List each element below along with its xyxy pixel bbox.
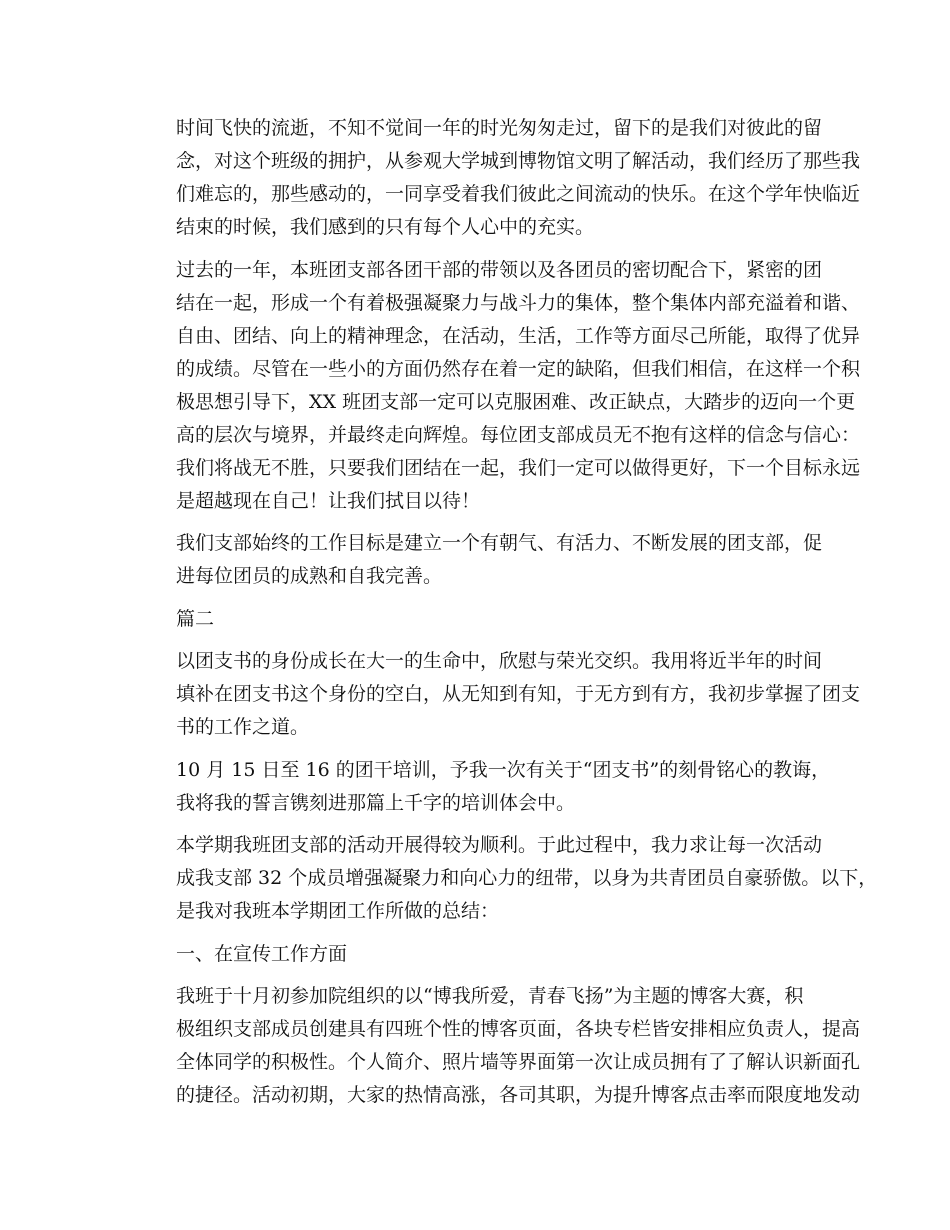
paragraph-6	[138, 829, 878, 928]
text-line: 书的工作之道。	[176, 716, 310, 738]
heading-text: 篇二	[176, 607, 215, 630]
text-line: 我将我的誓言镌刻进那篇上千字的培训体会中。	[176, 791, 576, 814]
text-line: 以团支书的身份成长在大一的生命中，欣慰与荣光交织。我用将近半年的时间	[176, 650, 823, 672]
paragraph-4	[138, 645, 861, 744]
text-line: 本学期我班团支部的活动开展得较为顺利。于此过程中，我力求让每一次活动	[176, 834, 823, 856]
text-line: 我班于十月初参加院组织的以“博我所爱，青春飞扬”为主题的博客大赛，积	[176, 985, 804, 1007]
heading-text: 一、在宣传工作方面	[176, 942, 348, 965]
text-line: 全体同学的积极性。个人简介、照片墙等界面第一次让成员拥有了了解认识新面孔	[176, 1051, 861, 1073]
text-line: 极思想引导下，XX 班团支部一定可以克服困难、改正缺点，大踏步的迈向一个更	[176, 390, 856, 413]
text-line: 是超越现在自己！让我们拭目以待！	[176, 489, 481, 512]
text-line: 结束的时候，我们感到的只有每个人心中的充实。	[176, 216, 595, 238]
text-line: 们难忘的，那些感动的，一同享受着我们彼此之间流动的快乐。在这个学年快临近	[176, 183, 861, 205]
text-line: 10 月 15 日至 16 的团干培训，予我一次有关于“团支书”的刻骨铭心的教诲，	[176, 758, 831, 781]
document-page	[138, 112, 878, 1122]
paragraph-5	[138, 754, 831, 820]
paragraph-3	[138, 527, 823, 593]
text-line: 自由、团结、向上的精神理念，在活动，生活，工作等方面尽己所能，取得了优异	[176, 324, 861, 347]
text-line: 高的层次与境界，并最终走向辉煌。每位团支部成员无不抱有这样的信念与信心：	[176, 423, 861, 446]
section-heading-part-two	[138, 603, 818, 636]
text-line: 结在一起，形成一个有着极强凝聚力与战斗力的集体，整个集体内部充溢着和谐、	[176, 291, 861, 314]
text-line: 是我对我班本学期团工作所做的总结：	[176, 900, 500, 922]
text-line: 进每位团员的成熟和自我完善。	[176, 565, 443, 587]
text-line: 成我支部 32 个成员增强凝聚力和向心力的纽带，以身为共青团员自豪骄傲。以下，	[176, 867, 878, 889]
text-line: 极组织支部成员创建具有四班个性的博客页面，各块专栏皆安排相应负责人，提高	[176, 1018, 861, 1040]
text-line: 我们支部始终的工作目标是建立一个有朝气、有活力、不断发展的团支部，促	[176, 532, 823, 554]
paragraph-1	[138, 112, 861, 244]
text-line: 念，对这个班级的拥护，从参观大学城到博物馆文明了解活动，我们经历了那些我	[176, 150, 861, 172]
paragraph-7	[138, 980, 861, 1112]
paragraph-2	[138, 254, 861, 518]
text-line: 时间飞快的流逝，不知不觉间一年的时光匆匆走过，留下的是我们对彼此的留	[176, 117, 823, 139]
section-heading-publicity	[138, 938, 818, 971]
text-line: 的捷径。活动初期，大家的热情高涨，各司其职，为提升博客点击率而限度地发动	[176, 1084, 861, 1106]
text-line: 填补在团支书这个身份的空白，从无知到有知，于无方到有方，我初步掌握了团支	[176, 683, 861, 705]
text-line: 过去的一年，本班团支部各团干部的带领以及各团员的密切配合下，紧密的团	[176, 258, 823, 281]
text-line: 我们将战无不胜，只要我们团结在一起，我们一定可以做得更好，下一个目标永远	[176, 456, 861, 479]
text-line: 的成绩。尽管在一些小的方面仍然存在着一定的缺陷，但我们相信，在这样一个积	[176, 357, 861, 380]
